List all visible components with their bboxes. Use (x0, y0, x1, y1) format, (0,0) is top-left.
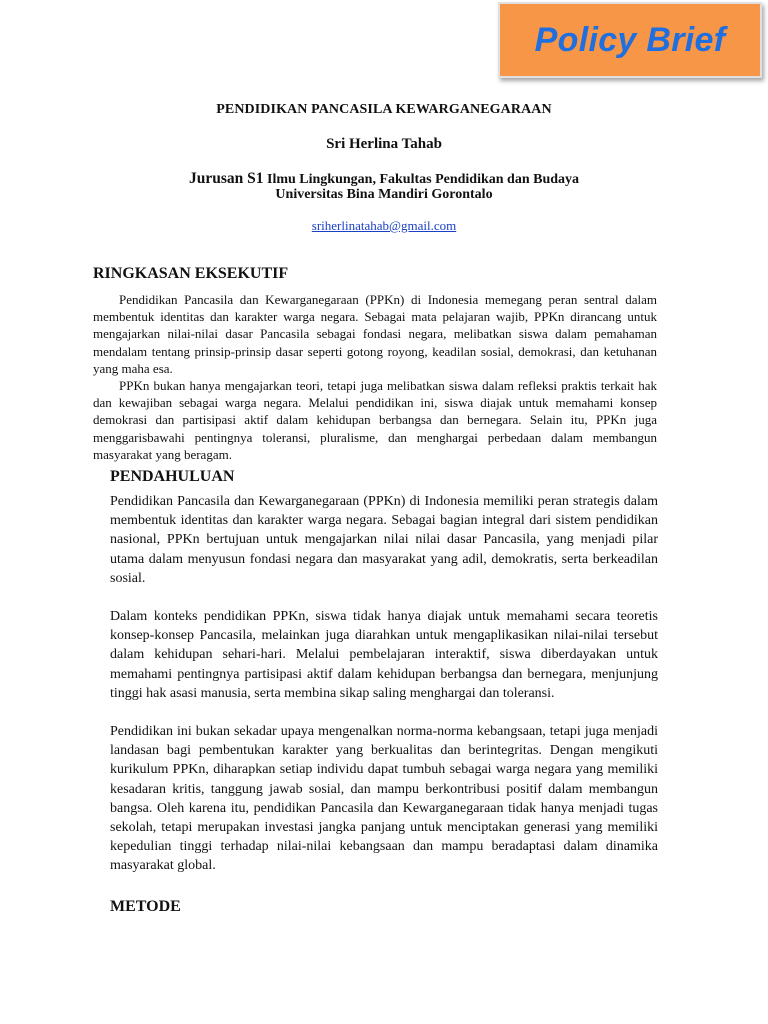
affiliation-line (0, 170, 768, 188)
introduction-paragraph: Pendidikan ini bukan sekadar upaya mengenalkan norma-norma kebangsaan, tetapi juga menjadi landasan bagi pembentukan karakter yang berkualitas dan berintegritas. Dengan mengikuti kurikulum PPKn, diharapkan setiap individu dapat tumbuh sebagai warga negara yang memiliki kesadaran kritis, tanggung jawab sosial, dan mampu berkontribusi positif dalam membangun bangsa. Oleh karena itu, pendidikan Pancasila dan Kewarganegaraan tidak hanya menjadi tugas sekolah, tetapi merupakan investasi jangka panjang untuk menciptakan generasi yang memiliki kepedulian tinggi terhadap nilai-nilai kebangsaan dan mampu beradaptasi dalam dinamika masyarakat global. (110, 724, 658, 874)
author-email-link[interactable]: sriherlinatahab@gmail.com (311, 218, 457, 233)
introduction-body (110, 492, 658, 876)
document-title: PENDIDIKAN PANCASILA KEWARGANEGARAAN (216, 102, 552, 117)
university-name: Universitas Bina Mandiri Gorontalo (275, 187, 493, 202)
affiliation-rest: Ilmu Lingkungan, Fakultas Pendidikan dan Budaya (263, 172, 580, 187)
summary-paragraph: Pendidikan Pancasila dan Kewarganegaraan (PPKn) di Indonesia memegang peran sentral dalam membentuk identitas dan karakter warga negara. Sebagai mata pelajaran wajib, PPKn dirancang untuk mengajarkan nilai-nilai dasar Pancasila sebagai fondasi negara, melibatkan siswa dalam pemahaman mendalam tentang prinsip-prinsip dasar seperti gotong royong, keadilan sosial, demokrasi, dan ketuhanan yang maha esa. (93, 292, 657, 376)
author-name: Sri Herlina Tahab (326, 136, 442, 152)
summary-paragraph: PPKn bukan hanya mengajarkan teori, tetapi juga melibatkan siswa dalam refleksi praktis terkait hak dan kewajiban sebagai warga negara. Melalui pendidikan ini, siswa diajak untuk memahami konsep demokrasi dan partisipasi aktif dalam kehidupan berbangsa dan bernegara. Selain itu, PPKn juga menggarisbawahi pentingnya toleransi, pluralisme, dan menghargai perbedaan dalam membangun masyarakat yang beragam. (93, 378, 657, 462)
executive-summary-body (93, 291, 657, 463)
introduction-paragraph: Dalam konteks pendidikan PPKn, siswa tidak hanya diajak untuk memahami secara teoretis konsep-konsep Pancasila, melainkan juga diarahkan untuk mengaplikasikan nilai-nilai tersebut dalam kehidupan sehari-hari. Melalui pembelajaran interaktif, siswa diberdayakan untuk memahami pentingnya partisipasi aktif dalam kehidupan berbangsa dan bernegara, menjunjung tinggi hak asasi manusia, serta membina sikap saling menghargai dan toleransi. (110, 609, 658, 701)
method-heading: METODE (110, 898, 181, 915)
executive-summary-heading: RINGKASAN EKSEKUTIF (93, 265, 289, 282)
policy-brief-badge (498, 2, 762, 78)
policy-brief-label: Policy Brief (534, 20, 726, 59)
introduction-paragraph: Pendidikan Pancasila dan Kewarganegaraan (PPKn) di Indonesia memiliki peran strategis dalam membentuk identitas dan karakter warga negara. Sebagai bagian integral dari sistem pendidikan nasional, PPKn bertujuan untuk mengajarkan nilai nilai dasar Pancasila, yang menjadi pilar utama dalam menyusun fondasi negara dan masyarakat yang adil, demokratis, serta berkeadilan sosial. (110, 494, 658, 586)
affiliation-prefix: Jurusan S1 (188, 170, 264, 187)
introduction-heading: PENDAHULUAN (110, 468, 235, 485)
